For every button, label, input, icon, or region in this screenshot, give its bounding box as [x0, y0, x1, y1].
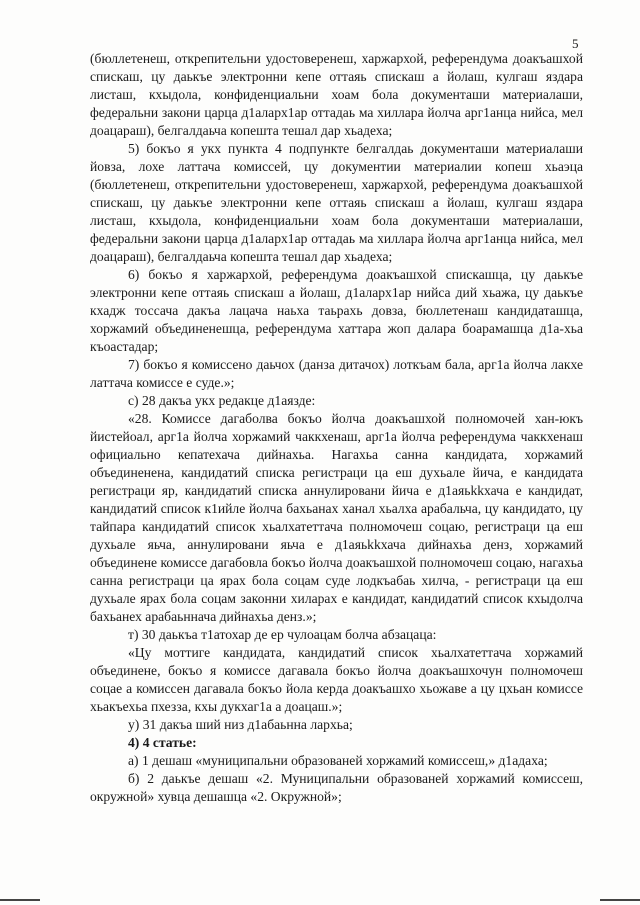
page-number: 5 [572, 36, 579, 51]
paragraph-amendment-b: б) 2 даькъе дешаш «2. Муниципальни образованей хоржамий комиссеш, окружной» хувца дешашца «2. Окружной»; [90, 771, 583, 804]
section-heading-article-4: 4) 4 статье: [128, 735, 197, 750]
paragraph-item-6: 6) бокъо я харжархой, референдума доакъашхой спискашца, цу даькъе электронни кепе оттаяь спискаш а йолаш, д1аларх1ар нийса дий хьажа, цу даькъе кхадж тоссача дакъа лацача наьха таьрахь довза, бюллетенаш кандидаташца, хоржамий объединенешца, референдума хаттара жоп далара боарамашца д1а-хьа къоастадар; [90, 267, 583, 354]
paragraph-quoted-30: «Цу моттиге кандидата, кандидатий список хьалхатеттача хоржамий объединене, бокъо я комиссе дагавала бокъо йолча доакъашхочун полномочеш соцае а комиссен дагавала бокъо йола керда доакъашхо хьожаве а цу цхьан комиссе хьакъехьа пхезза, кхы дукхаг1а а доацаш.»; [90, 645, 583, 714]
scan-edge-mark-right [600, 899, 640, 901]
paragraph-amendment-t: т) 30 даькъа т1атохар де ер чулоацам болча абзацаца: [128, 627, 437, 642]
paragraph-item-7: 7) бокъо я комиссено даьчох (данза дитачох) лоткъам бала, арг1а йолча лакхе латтача комиссе е суде.»; [90, 357, 583, 390]
paragraph-continuation: (бюллетенеш, открепительни удостоверенеш, харжархой, референдума доакъашхой спискаш, цу даькъе электронни кепе оттаяь спискаш а йолаш, кулгаш яздара листаш, кхыдола, конфиденциальни хоам бола документаши материалаши, федеральни закони царца д1аларх1ар оттадаь ма хиллара йолча арг1анца нийса, мел доацараш), белгалдаьча копешта тешал дар хьадеха; [90, 51, 583, 138]
paragraph-amendment-u: у) 31 дакъа ший низ д1абаьнна лархьа; [128, 717, 353, 732]
paragraph-amendment-a: а) 1 дешаш «муниципальни образованей хоржамий комиссеш,» д1адаха; [128, 753, 548, 768]
paragraph-quoted-28: «28. Комиссе дагаболва бокъо йолча доакъашхой полномочей хан-юкъ йистейоал, арг1а йолча хоржамий чаккхенаш, арг1а йолча референдума чаккхенаш официально кепатехача дийнахьа. Нагахьа санна кандидата, хоржамий объединенена, кандидатий списка регистраци ца еш духьале йича, е кандидата регистраци яр, кандидатий списка аннулировани йича е д1аяьkkхача е кандидат, кандидатий список к1ийле йолча бахьанах ханал хьалха арабальча, цу кандидато, цу тайпара кандидатий список хьалхатеттача полномочеш соцаю, регистраци ца еш духьале яьча, аннулировани яьча е д1аяьkkхача дийнахьа денз, хоржамий объединене комиссе дагабовла бокъо йолча доакъашхой полномочеш соцаю, нагахьа санна регистраци ца ярах бола соцам суде лодкъабаь хилча, - регистраци ца еш духьале ярах бола соцам законни хиларах е кандидат, кандидатий список кхыдолча бахьанех арабаьннача дийнахьа денз.»; [90, 411, 583, 624]
scan-edge-mark-left [0, 899, 40, 901]
paragraph-item-5: 5) бокъо я укх пункта 4 подпункте белгалдаь документаши материалаши йовза, лохе латтача комиссей, цу документии материалии копеш хьаэца (бюллетенеш, открепительни удостоверенеш, харжархой, референдума доакъашхой спискаш, цу даькъе электронни кепе оттаяь спискаш а йолаш, кулгаш яздара листаш, кхыдола, конфиденциальни хоам бола документаши материалаши, федеральни закони царца д1аларх1ар оттадаь ма хиллара йолча арг1анца нийса, мел доацараш), белгалдаьча копешта тешал дар хьадеха; [90, 141, 583, 264]
document-body [90, 50, 583, 806]
paragraph-amendment-c: с) 28 дакъа укх редакце д1аязде: [128, 393, 316, 408]
